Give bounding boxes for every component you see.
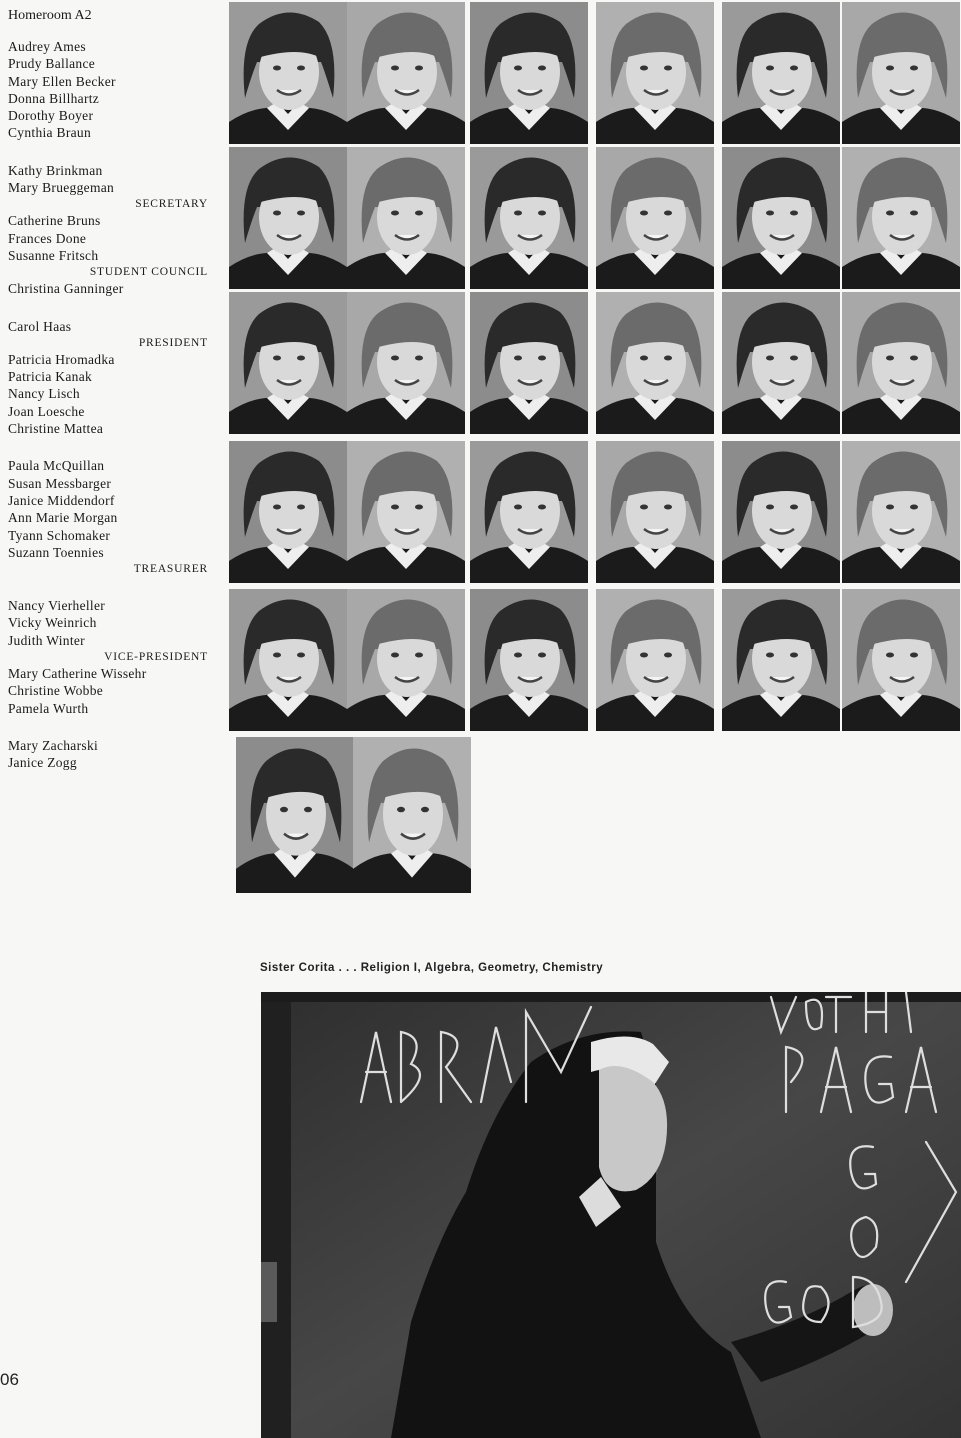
student-portrait [842, 147, 960, 289]
student-name: Tyann Schomaker [8, 527, 111, 543]
student-name: Janice Zogg [8, 755, 77, 771]
student-name: Susan Messbarger [8, 475, 112, 491]
student-name: Mary Zacharski [8, 737, 99, 753]
name-groups [8, 38, 208, 772]
student-name: Vicky Weinrich [8, 615, 97, 631]
student-portrait [229, 2, 347, 144]
student-name: Catherine Bruns [8, 213, 101, 229]
student-portrait [229, 147, 347, 289]
chalkboard-illustration [261, 992, 961, 1438]
homeroom-title: Homeroom A2 [8, 8, 92, 23]
student-portrait [596, 589, 714, 731]
student-portrait [353, 737, 471, 893]
student-name: Carol Haas [8, 318, 72, 334]
student-portrait [229, 441, 347, 583]
name-group [8, 162, 208, 298]
homeroom-roster [8, 6, 208, 792]
student-name: Audrey Ames [8, 39, 86, 54]
student-portrait [347, 589, 465, 731]
name-group [8, 737, 208, 772]
student-name: Mary Brueggeman [8, 180, 115, 196]
student-portrait [842, 441, 960, 583]
student-name: Frances Done [8, 230, 87, 246]
student-name: Suzann Toennies [8, 544, 104, 560]
student-portrait [722, 441, 840, 583]
student-portrait [347, 147, 465, 289]
student-portrait [347, 292, 465, 434]
student-name: Susanne Fritsch [8, 247, 99, 263]
student-portrait [722, 589, 840, 731]
student-name: Patricia Kanak [8, 369, 93, 385]
name-group [8, 38, 208, 142]
name-group [8, 597, 208, 717]
student-portrait [347, 441, 465, 583]
student-portrait [470, 2, 588, 144]
student-name: Kathy Brinkman [8, 162, 103, 178]
student-name: Nancy Vierheller [8, 598, 106, 614]
office-title: VICE-PRESIDENT [104, 651, 208, 664]
student-name: Dorothy Boyer [8, 108, 94, 124]
student-name: Mary Catherine Wissehr [8, 666, 147, 682]
student-portrait [722, 2, 840, 144]
student-portrait [596, 147, 714, 289]
student-portrait [470, 441, 588, 583]
student-portrait [596, 441, 714, 583]
student-name: Prudy Ballance [8, 56, 96, 72]
student-portrait [596, 292, 714, 434]
student-portrait [596, 2, 714, 144]
student-portrait [236, 737, 354, 893]
student-portrait [842, 292, 960, 434]
student-name: Christina Ganninger [8, 281, 124, 297]
name-group [8, 457, 208, 577]
student-portrait [722, 292, 840, 434]
student-name: Nancy Lisch [8, 386, 80, 402]
photo-caption: Sister Corita . . . Religion I, Algebra, Geometry, Chemistry [260, 962, 604, 974]
student-name: Mary Ellen Becker [8, 73, 116, 89]
student-portrait [470, 147, 588, 289]
student-portrait [722, 147, 840, 289]
student-portrait [347, 2, 465, 144]
student-name: Judith Winter [8, 632, 85, 648]
office-title: TREASURER [133, 563, 208, 576]
student-name: Cynthia Braun [8, 125, 92, 141]
student-name: Janice Middendorf [8, 492, 115, 508]
name-group [8, 318, 208, 438]
student-name: Joan Loesche [8, 403, 85, 419]
page-number: 06 [0, 1370, 19, 1389]
chalkboard-photo [261, 992, 961, 1438]
student-name: Donna Billhartz [8, 90, 100, 106]
student-portrait [229, 589, 347, 731]
student-portrait [470, 292, 588, 434]
student-name: Christine Mattea [8, 421, 104, 437]
office-title: STUDENT COUNCIL [89, 266, 208, 279]
student-name: Pamela Wurth [8, 700, 89, 716]
student-portrait [229, 292, 347, 434]
student-portrait [470, 589, 588, 731]
student-portrait [842, 2, 960, 144]
student-portrait [842, 589, 960, 731]
office-title: PRESIDENT [138, 336, 208, 349]
student-name: Paula McQuillan [8, 458, 105, 474]
student-name: Christine Wobbe [8, 683, 104, 699]
student-name: Patricia Hromadka [8, 351, 115, 367]
office-title: SECRETARY [135, 198, 208, 211]
student-name: Ann Marie Morgan [8, 510, 118, 526]
